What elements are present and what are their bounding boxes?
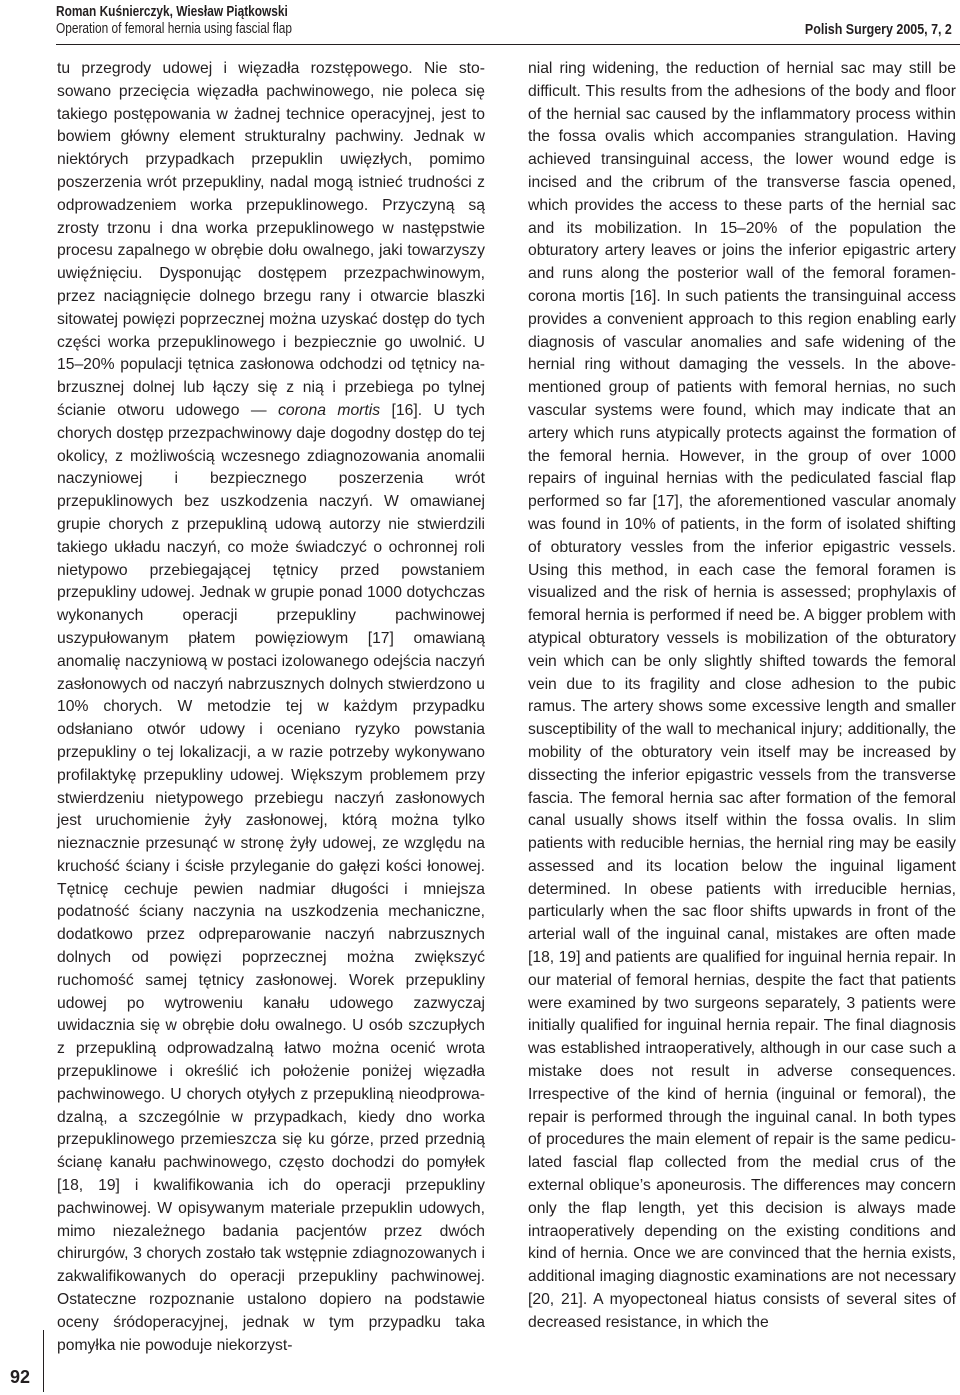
header-journal: Polish Surgery 2005, 7, 2 xyxy=(805,22,952,38)
header-divider xyxy=(56,44,960,45)
left-column-italic-term: corona mortis xyxy=(278,401,381,419)
left-column-text-2: [16]. U tych chorych dostęp przezpachwinowy daje dogodny dostęp do tej okolicy, z możliwością wczesnego zdiagnozowania anomalii naczyniowej i bezpiecznego poszerzenia wrót przepuklinowych bez uszkodzenia naczyń. W omawianej grupie chorych z przepukliną udową autorzy nie stwierdzili takiego układu naczyń, co może świadczyć o ochronnej roli nietypowo przebiegającej tętnicy przed powstaniem przepukliny udowej. Jednak w grupie ponad 1000 dotychczas wykonanych operacji przepukliny pachwinowej uszypułowanym płatem powięziowym [17] omawianą anomalię naczyniową w postaci izolowanego odejścia naczyń zasłonowych od naczyń nabrzusznych dolnych stwierdzono u 10% chorych. W metodzie tej w każdym przypadku odsłaniano otwór udowy i oceniano ryzyko powstania przepukliny o tej lokalizacji, a w razie potrzeby wykonywano profilaktykę przepukliny udowej. Większym problemem przy stwierdzeniu nietypowego przebiegu naczyń zasłonowych jest uruchomienie żyły zasłonowej, którą można tylko nieznacznie przesunąć w stronę żyły udowej, ze względu na kruchość ściany i ścisłe przyleganie do gałęzi kości łonowej. Tętnicę cechuje pewien nadmiar długości i mniejsza podatność ściany naczynia na uszkodzenia mechaniczne, dodatkowo przez odpreparowanie naczyń nabrzusznych dolnych od powięzi poprzecznej można zwiększyć ruchomość samej tętnicy zasłonowej. Worek przepukliny udowej po wytroweniu kanału udowego zazwyczaj uwidacznia się w obrębie dołu owalnego. U osób szczupłych z przepukliną odprowadzalną łatwo można ocenić wrota przepuklinowe i określić ich położenie poniżej więzadła pachwinowego. U chorych otyłych z przepukliną nieodprowadzalną, a szczególnie w przypadkach, kiedy dno worka przepuklinowego przemieszcza się ku górze, przed przednią ścianę kanału pachwinowego, często dochodzi do pomyłek [18, 19] i kwalifikowania ich do operacji przepukliny pachwinowej. W opisywanym materiale przepuklin udowych, mimo niezależnego badania pacjentów przez dwóch chirurgów, 3 chorych zostało tak wstępnie zdiagnozowanych i zakwalifikowanych do operacji przepukliny pachwinowej. Ostateczne rozpoznanie ustalono dopiero na podstawie oceny śródoperacyjnej, jednak w tym przypadku taka pomyłka nie powoduje niekorzyst- xyxy=(57,401,486,1354)
page-number-divider xyxy=(43,1330,44,1392)
left-column-paragraph xyxy=(57,58,485,1357)
page-number: 92 xyxy=(9,1367,31,1387)
left-column-text-1: tu przegrody udowej i więzadła rozstępowego. Nie stosowano przecięcia więzadła pachwinowego, nie poleca się takiego postępowania w żadnej technice operacyjnej, jest to bowiem główny element strukturalny pachwiny. Jednak w niektórych przypadkach przepuklin uwięzłych, pomimo poszerzenia wrót przepukliny, nadal mogą istnieć trudności z odprowadzeniem worka przepuklinowego. Przyczyną są zrosty trzonu i dna worka przepuklinowego w następstwie procesu zapalnego w obrębie dołu owalnego, jaki towarzyszy uwięźnięciu. Dysponując dostępem przezpachwinowym, przez naciągnięcie dolnego brzegu rany i otwarcie blaszki sitowatej powięzi poprzecznej można uzyskać dostęp do tych części worka przepuklinowego i bezpiecznie go uwolnić. U 15–20% populacji tętnica zasłonowa odchodzi od tętnicy nabrzusznej dolnej lub łączy się z nią i przebiega po tylnej ścianie otworu udowego — xyxy=(57,60,485,419)
header-running-title: Operation of femoral hernia using fascial flap xyxy=(56,21,292,37)
right-column xyxy=(528,58,956,1335)
running-header xyxy=(56,4,344,38)
header-authors: Roman Kuśnierczyk, Wiesław Piątkowski xyxy=(56,4,288,20)
left-column xyxy=(57,58,485,1357)
right-column-paragraph: nial ring widening, the reduction of hernial sac may still be difficult. This results from the adhesions of the body and floor of the hernial sac caused by the inflammatory process within the fossa ovalis which accompanies strangulation. Having achieved transinguinal access, the lower wound edge is incised and the cribrum of the transverse fascia opened, which provides the access to these parts of the hernial sac and its mobilization. In 15–20% of the population the obturatory artery leaves or joins the inferior epigastric artery and runs along the posterior wall of the femoral foramen-corona mortis [16]. In such patients the transinguinal access provides a convenient approach to this region enabling early diagnosis of vascular anomalies and safe widening of the hernial ring without damaging the vessels. In the above-mentioned group of patients with femoral hernias, no such vascular systems were found, which may indicate that an artery which runs atypically protects against the formation of the femoral hernia. However, in the group of over 1000 repairs of inguinal hernias with the pediculated fascial flap performed so far [17], the aforementioned vascular anomaly was found in 10% of patients, in the form of isolated shifting of obturatory vessles from the inferior epigastric vessels. Using this method, in each case the femoral foramen is visualized and the risk of hernia is assessed; prophylaxis of femoral hernia is performed if need be. A bigger problem with atypical obturatory vessels is mobilization of the obturatory vein which can be only slightly shifted towards the femoral vein due to its fragility and close adhesion to the pubic ramus. The artery shows some excessive length and smaller susceptibility of the wall to mechanical injury; additionally, the mobility of the obturatory vein itself may be increased by dissecting the inferior epigastric vessels from the transverse fascia. The femoral hernia sac after formation of the femoral canal usually shows itself within the fossa ovalis. In slim patients with reducible hernias, the hernial ring may be easily assessed and its location below the inguinal ligament determined. In obese patients with irreducible hernias, particularly when the sac floor shifts upwards in front of the arterial wall of the inguinal canal, mistakes are often made [18, 19] and patients are qualified for inguinal hernia repair. In our material of femoral hernias, despite the fact that patients were examined by two surgeons separately, 3 patients were initially qualified for inguinal hernia repair. The final diagnosis was established intraoperatively, although in our case such a mistake does not result in adverse consequences. Irrespective of the kind of hernia (inguinal or femoral), the repair is performed through the inguinal canal. In both types of procedures the main element of repair is the same pediculated fascial flap collected from the medial crus of the external oblique’s aponeurosis. The differences may concern only the flap length, yet this decision is always made intraoperatively depending on the existing conditions and kind of hernia. Once we are convinced that the hernia exists, additional imaging diagnostic examinations are not necessary [20, 21]. A myopectoneal hiatus consists of several sites of decreased resistance, in which the xyxy=(528,60,956,1331)
